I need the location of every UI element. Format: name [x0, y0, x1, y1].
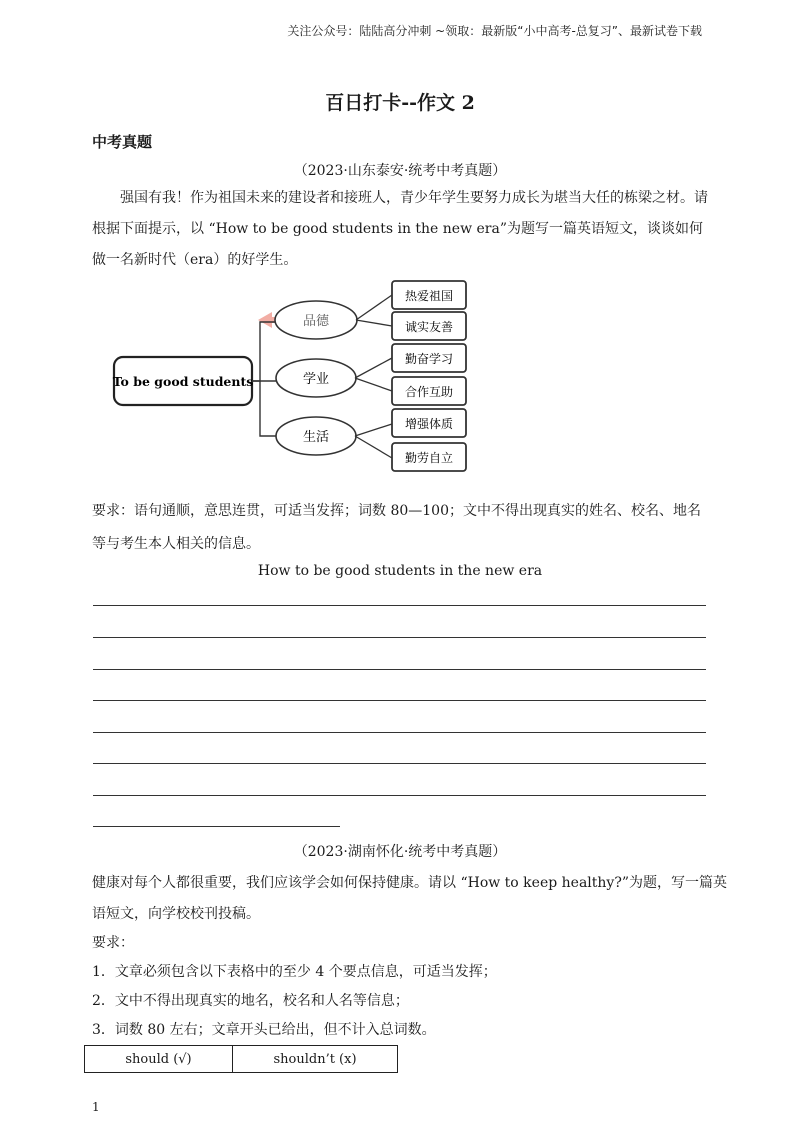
diagram-leaf-label: 合作互助 — [404, 385, 454, 399]
q1-intro: 强国有我！作为祖国未来的建设者和接班人，青少年学生要努力成长为堪当大任的栋梁之材。请根据下面提示，以 “How to be good students in the new era”为题写一篇英语短文，谈谈如何做一名新时代（era）的好学生。 — [92, 190, 708, 268]
q1-source: （2023·山东泰安·统考中考真题） — [293, 163, 507, 179]
q2-intro-line1: 健康对每个人都很重要，我们应该学会如何保持健康。请以 “How to keep healthy?”为题，写一篇英 — [92, 875, 727, 891]
table-row — [85, 1046, 398, 1073]
diagram-branch-label: 学业 — [302, 372, 330, 387]
q2-requirements-label: 要求： — [92, 935, 134, 951]
writing-line — [93, 795, 706, 796]
q1-essay-title: How to be good students in the new era — [257, 563, 543, 579]
table-header-should: should (√) — [85, 1046, 233, 1073]
diagram-connector — [355, 424, 392, 458]
table-header-shouldnt: shouldn’t (x) — [233, 1046, 398, 1073]
page-header: 关注公众号：陆陆高分冲刺 ~领取：最新版“小中高考-总复习”、最新试卷下载 — [287, 24, 702, 38]
diagram-leaf-label: 增强体质 — [404, 417, 454, 431]
writing-line-short — [93, 826, 340, 827]
writing-line — [93, 605, 706, 606]
diagram-branch-label: 品德 — [302, 314, 330, 329]
q2-requirement-item: 2．文中不得出现真实的地名，校名和人名等信息； — [92, 993, 409, 1009]
writing-line — [93, 700, 706, 701]
diagram-leaf-label: 勤劳自立 — [404, 451, 454, 465]
diagram-leaf-label: 勤奋学习 — [404, 352, 454, 366]
writing-line — [93, 732, 706, 733]
mind-map-diagram — [90, 278, 490, 478]
q2-requirement-item: 1．文章必须包含以下表格中的至少 4 个要点信息，可适当发挥； — [92, 964, 497, 980]
diagram-root-label: To be good students — [112, 374, 254, 389]
writing-line — [93, 637, 706, 638]
q1-requirements-line2: 等与考生本人相关的信息。 — [92, 536, 260, 552]
section-heading: 中考真题 — [92, 133, 153, 151]
page-number: 1 — [92, 1100, 100, 1114]
diagram-connector — [356, 295, 392, 326]
writing-line — [93, 669, 706, 670]
should-table — [84, 1045, 398, 1073]
diagram-branch-label: 生活 — [302, 430, 330, 445]
diagram-connector — [260, 381, 276, 436]
diagram-leaf-label: 热爱祖国 — [404, 289, 454, 303]
diagram-connector — [355, 358, 392, 391]
q1-requirements-line1: 要求：语句通顺，意思连贯，可适当发挥；词数 80—100；文中不得出现真实的姓名、校名、地名 — [92, 503, 701, 519]
diagram-leaf-label: 诚实友善 — [404, 320, 454, 334]
writing-line — [93, 763, 706, 764]
q2-intro-line2: 语短文，向学校校刊投稿。 — [92, 906, 260, 922]
diagram-connector — [252, 322, 276, 381]
q2-source: （2023·湖南怀化·统考中考真题） — [293, 844, 507, 860]
q2-requirement-item: 3．词数 80 左右；文章开头已给出，但不计入总词数。 — [92, 1022, 436, 1038]
page-title: 百日打卡--作文 2 — [325, 92, 475, 114]
